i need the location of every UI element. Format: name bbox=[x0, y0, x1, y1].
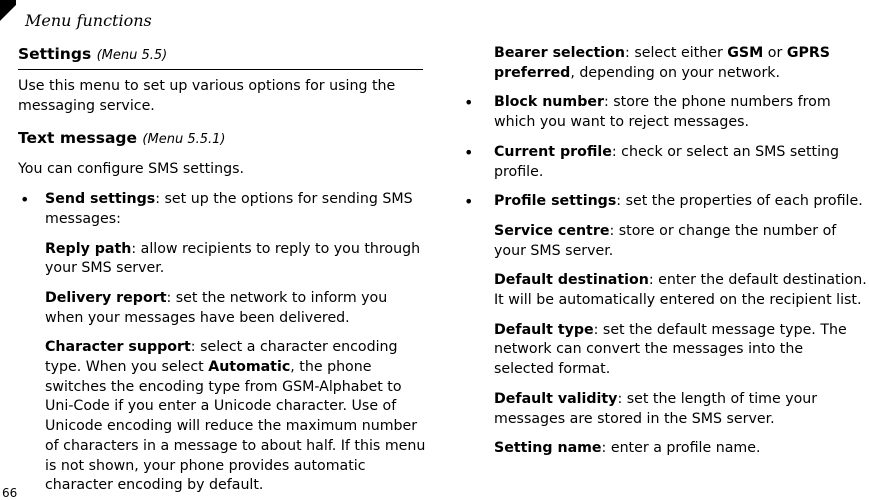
text-message-heading: Text message (Menu 5.5.1) bbox=[18, 129, 226, 148]
reply-path-item: Reply path: allow recipients to reply to you through your SMS server. bbox=[45, 240, 421, 277]
profile-settings-item: • Profile settings: set the properties of each profile. bbox=[462, 192, 867, 212]
settings-intro: Use this menu to set up various options for using the messaging service. bbox=[18, 78, 396, 114]
delivery-report-item: Delivery report: set the network to inform you when your messages have been delivered. bbox=[45, 289, 388, 326]
bearer-selection-item: Bearer selection: select either GSM or GPRS preferred, depending on your network. bbox=[494, 45, 830, 81]
header-decoration bbox=[0, 0, 16, 30]
header-title: Menu functions bbox=[25, 11, 152, 30]
right-column bbox=[462, 44, 867, 459]
default-type-item: Default type: set the default message type. The network can convert the messages into the selected format. bbox=[494, 321, 847, 378]
left-column bbox=[18, 44, 428, 496]
current-profile-item: • Current profile: check or select an SMS setting profile. bbox=[462, 143, 867, 182]
heading-rule bbox=[18, 69, 423, 70]
default-destination-item: Default destination: enter the default destination. It will be automatically entered on the recipient list. bbox=[494, 272, 867, 309]
settings-heading: Settings (Menu 5.5) bbox=[18, 45, 168, 63]
character-support-item: Character support: select a character encoding type. When you select Automatic, the phone switches the encoding type from GSM-Alphabet to Uni-Code if you enter a Unicode character. Use of Unicode encoding will reduce the maximum number of characters in a message to about half. If this menu is not shown, your phone provides automatic character encoding by default. bbox=[45, 339, 426, 494]
block-number-item: • Block number: store the phone numbers from which you want to reject messages. bbox=[462, 93, 867, 132]
setting-name-item: Setting name: enter a profile name. bbox=[494, 440, 761, 457]
text-message-intro: You can configure SMS settings. bbox=[18, 161, 244, 178]
default-validity-item: Default validity: set the length of time your messages are stored in the SMS server. bbox=[494, 390, 818, 427]
page-number: 66 bbox=[2, 486, 18, 500]
service-centre-item: Service centre: store or change the number of your SMS server. bbox=[494, 222, 837, 259]
send-settings-item: • Send settings: set up the options for sending SMS messages: bbox=[18, 190, 428, 229]
